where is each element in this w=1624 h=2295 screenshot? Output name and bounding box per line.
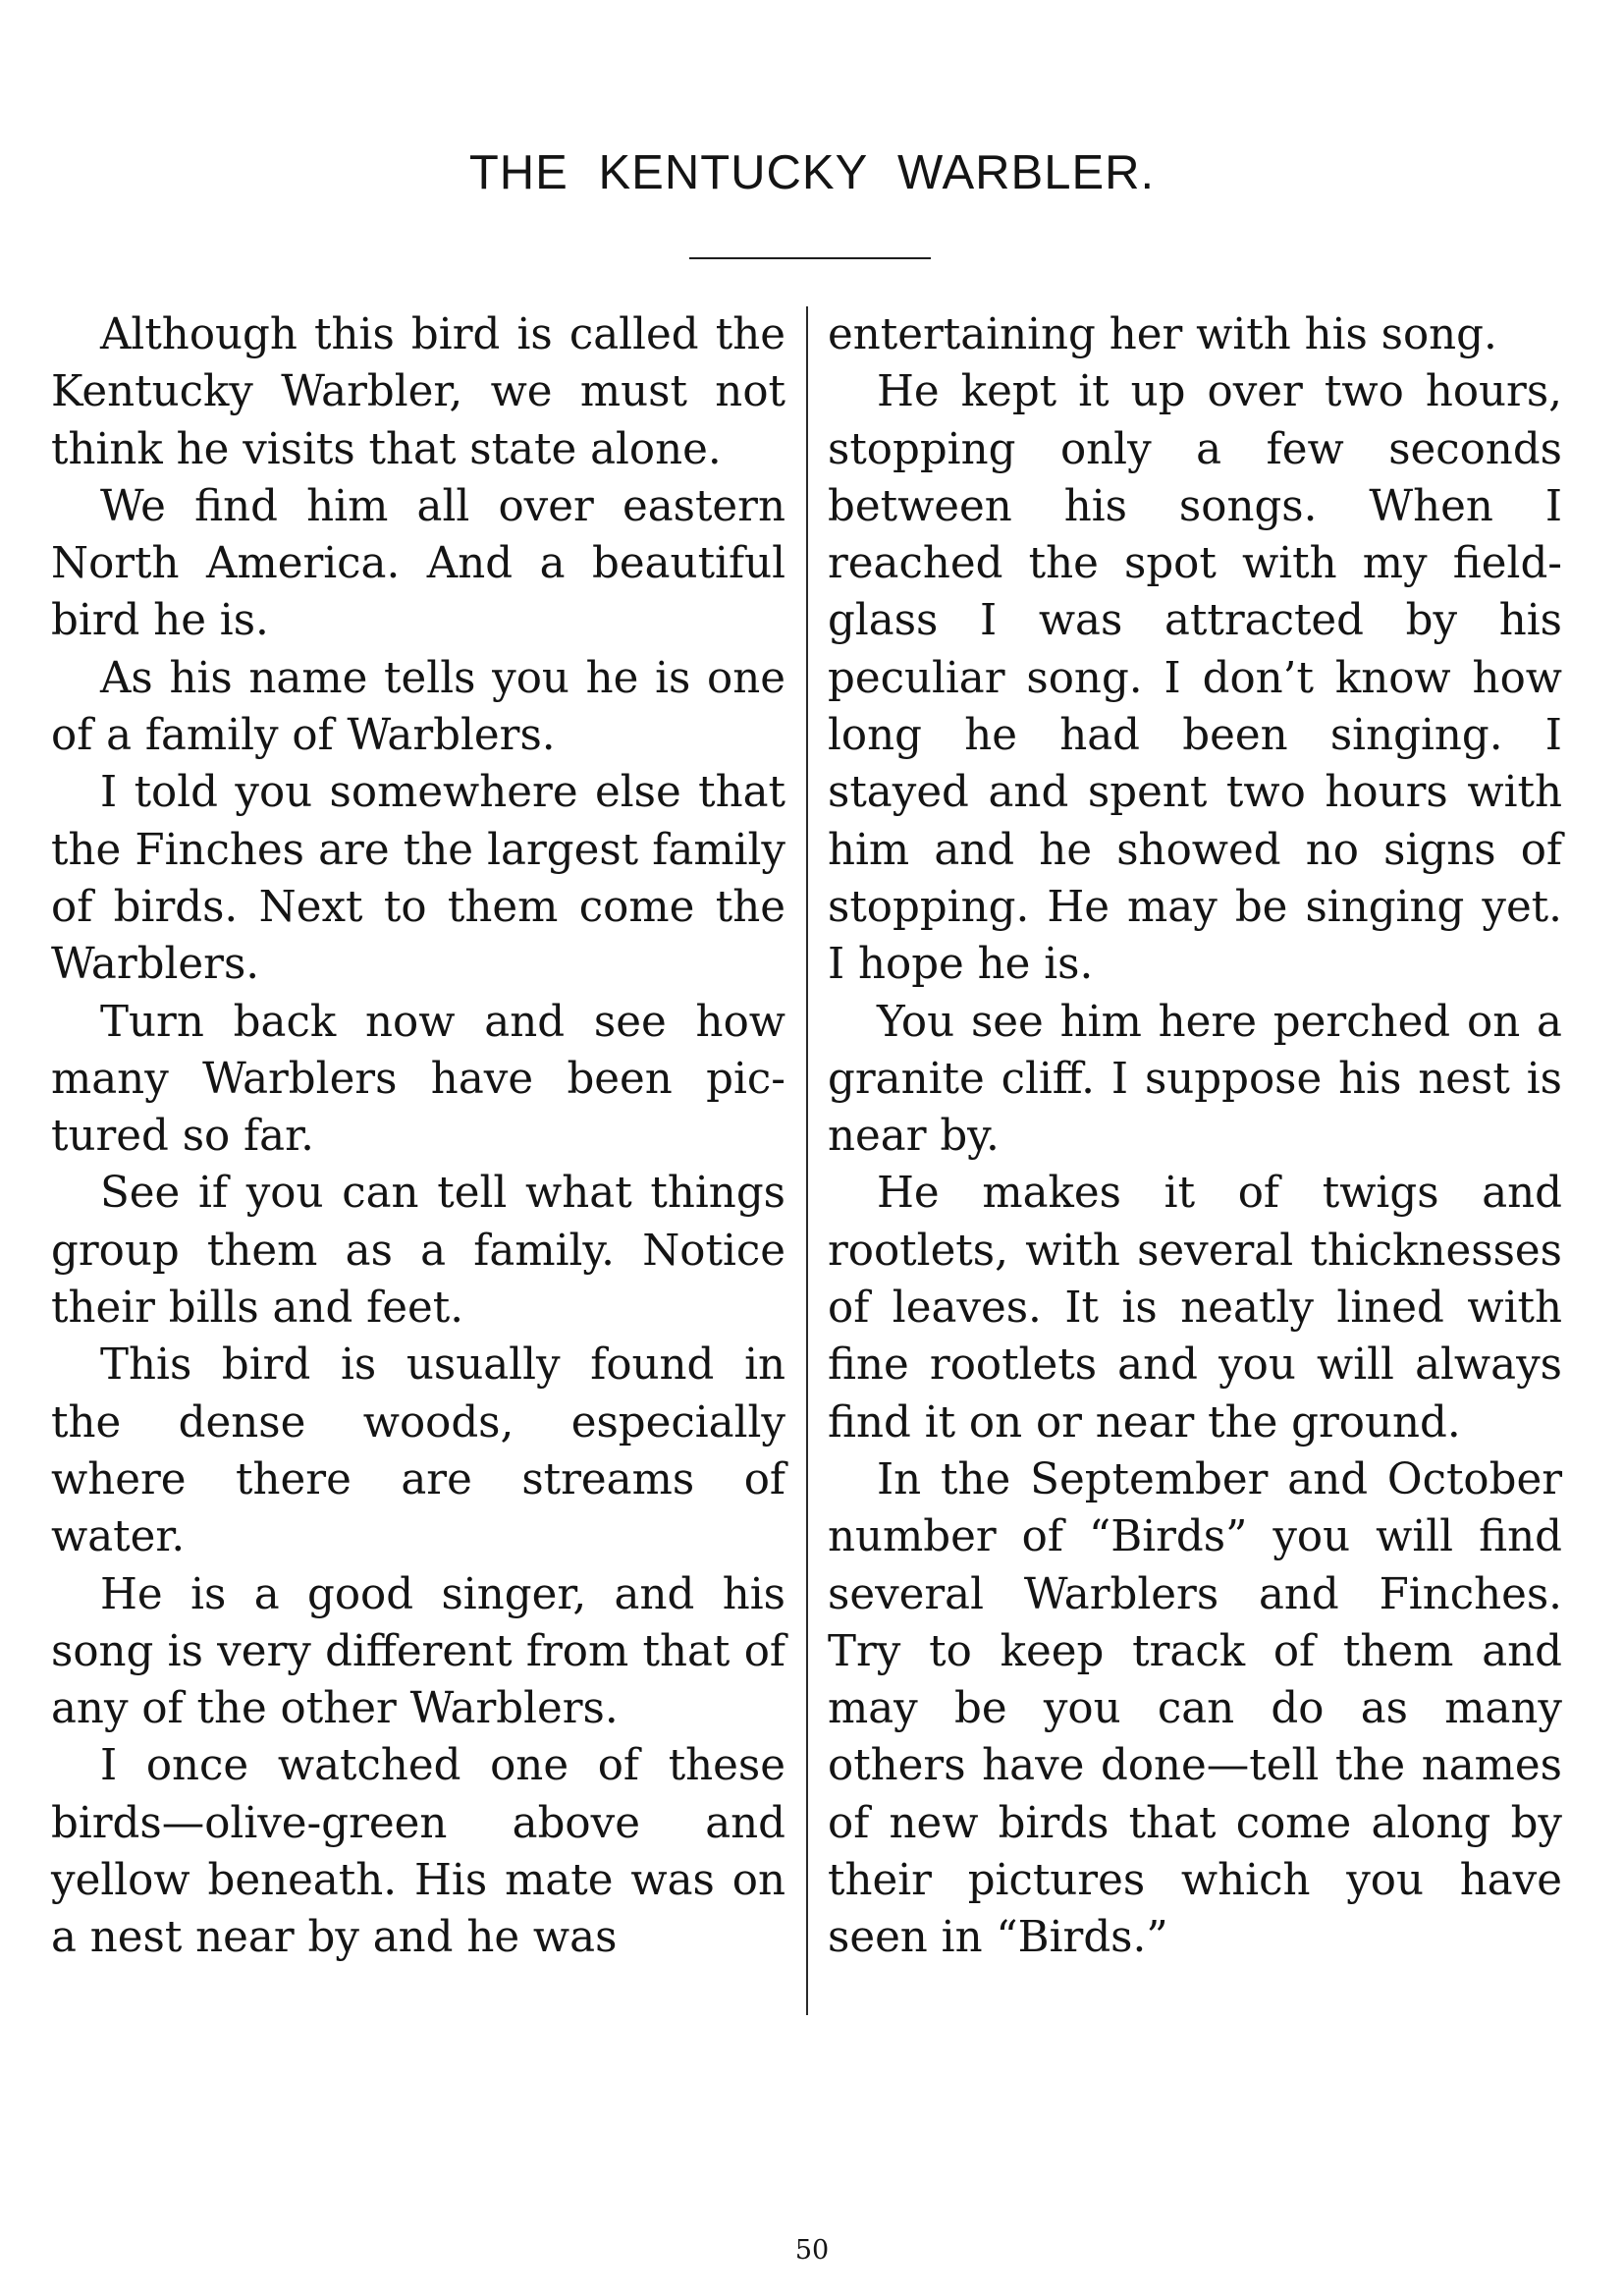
paragraph: He makes it of twigs and rootlets, with several thicknesses of leaves. It is neatly lined with fine rootlets and you will always find it on or near the ground. [828, 1169, 1562, 1448]
paragraph: As his name tells you he is one of a family of Warblers. [51, 653, 785, 761]
paragraph: In the September and October number of “Birds” you will find several Warblers and Finches. Try to keep track of them and may be you can do as many others have done—tell the names of new birds that come along by their pictures which you have seen in “Birds.” [828, 1454, 1562, 1963]
left-column [51, 306, 785, 1967]
paragraph: He is a good singer, and his song is very different from that of any of the other Warblers. [51, 1569, 785, 1734]
paragraph: We find him all over eastern North America. And a beautiful bird he is. [51, 481, 785, 646]
paragraph: Although this bird is called the Kentucky Warbler, we must not think he visits that state alone. [51, 310, 785, 474]
paragraph-continued: entertaining her with his song. [828, 310, 1497, 359]
paragraph: Turn back now and see how many Warblers have been pictured so far. [51, 997, 785, 1162]
right-column [828, 306, 1562, 1967]
column-divider [806, 306, 808, 2015]
paragraph: I once watched one of these birds—olive-green above and yellow beneath. His mate was on a nest near by and he was [51, 1741, 785, 1963]
paragraph: This bird is usually found in the dense woods, especially where there are streams of water. [51, 1340, 785, 1562]
page-title: THE KENTUCKY WARBLER. [468, 146, 1156, 199]
paragraph: He kept it up over two hours, stopping only a few seconds between his songs. When I reached the spot with my field-glass I was attracted by his peculiar song. I don’t know how long he had been singing. I stayed and spent two hours with him and he showed no signs of stopping. He may be singing yet. I hope he is. [828, 367, 1562, 990]
page-number: 50 [794, 2235, 830, 2266]
paragraph: I told you somewhere else that the Finches are the largest family of birds. Next to them come the Warblers. [51, 768, 785, 990]
title-rule [689, 257, 931, 259]
paragraph: See if you can tell what things group them as a family. Notice their bills and feet. [51, 1169, 785, 1334]
paragraph: You see him here perched on a granite cliff. I suppose his nest is near by. [828, 997, 1562, 1162]
